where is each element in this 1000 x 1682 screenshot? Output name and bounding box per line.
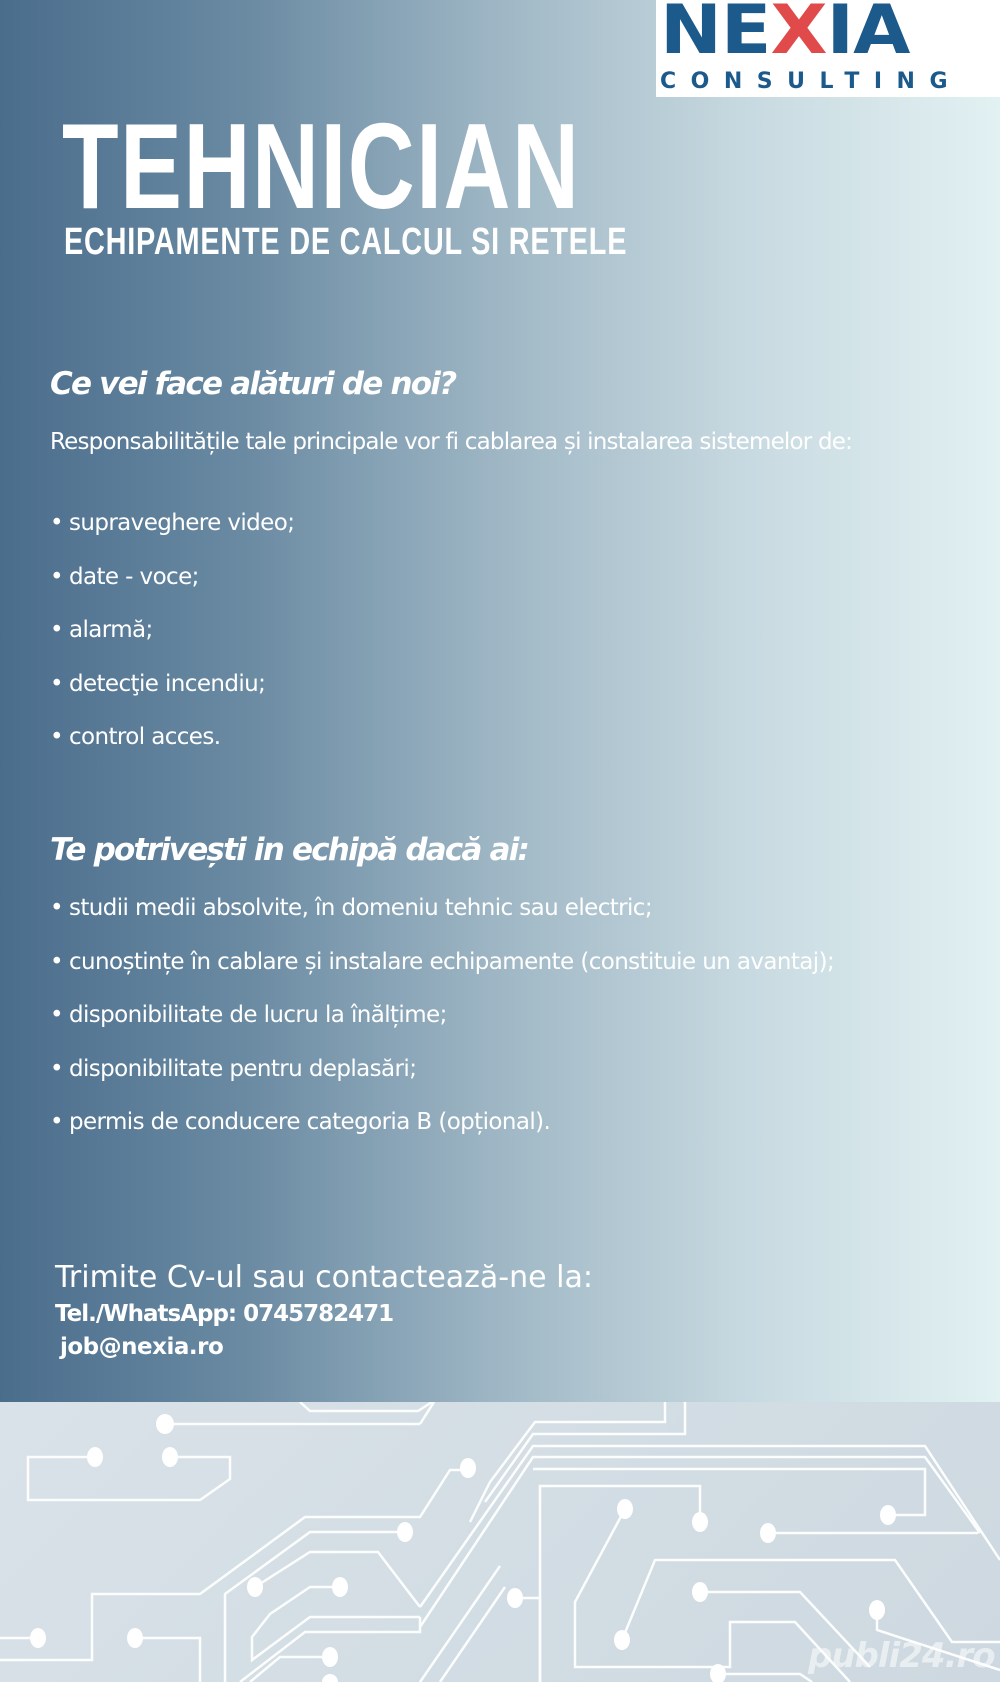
job-subtitle: ECHIPAMENTE DE CALCUL SI RETELE [64,221,628,263]
contact-phone[interactable]: Tel./WhatsApp: 0745782471 [55,1301,394,1327]
nexia-logo [656,0,1000,97]
tasks-list [50,510,294,778]
bullet-icon: • [50,670,63,697]
list-item: • date - voce; [50,563,199,590]
logo-tagline: CONSULTING [660,69,963,94]
watermark: publi24.ro [808,1636,995,1676]
tasks-intro: Responsabilitățile tale principale vor fi cablarea și instalarea sistemelor de: [50,429,853,455]
list-item: • cunoștințe în cablare și instalare echipamente (constituie un avantaj); [50,948,835,975]
list-item: • alarmă; [50,617,153,644]
tasks-heading: Ce vei face alături de noi? [50,366,456,402]
list-item: • disponibilitate de lucru la înălțime; [50,1002,447,1029]
list-item: • detecţie incendiu; [50,670,266,697]
circuit-board-decoration [0,1402,1000,1682]
bullet-icon: • [50,1109,63,1136]
bullet-icon: • [50,617,63,644]
bullet-icon: • [50,724,63,751]
contact-lead: Trimite Cv-ul sau contactează-ne la: [55,1260,593,1295]
list-item: • supraveghere video; [50,510,295,536]
list-item: • studii medii absolvite, în domeniu tehnic sau electric; [50,895,653,921]
bullet-icon: • [50,1055,63,1082]
requirements-list [50,895,834,1163]
bullet-icon: • [50,510,63,536]
list-item: • disponibilitate pentru deplasări; [50,1055,417,1082]
bullet-icon: • [50,948,63,975]
bullet-icon: • [50,563,63,590]
list-item: • control acces. [50,724,221,751]
list-item: • permis de conducere categoria B (opțional). [50,1109,551,1136]
job-title: TEHNICIAN [62,98,581,234]
bullet-icon: • [50,895,63,921]
logo-x-mark: X [770,0,827,70]
logo-wordmark: NEXIA [660,0,909,64]
requirements-heading: Te potrivești in echipă dacă ai: [50,832,529,868]
contact-email[interactable]: job@nexia.ro [60,1334,224,1360]
bullet-icon: • [50,1002,63,1029]
